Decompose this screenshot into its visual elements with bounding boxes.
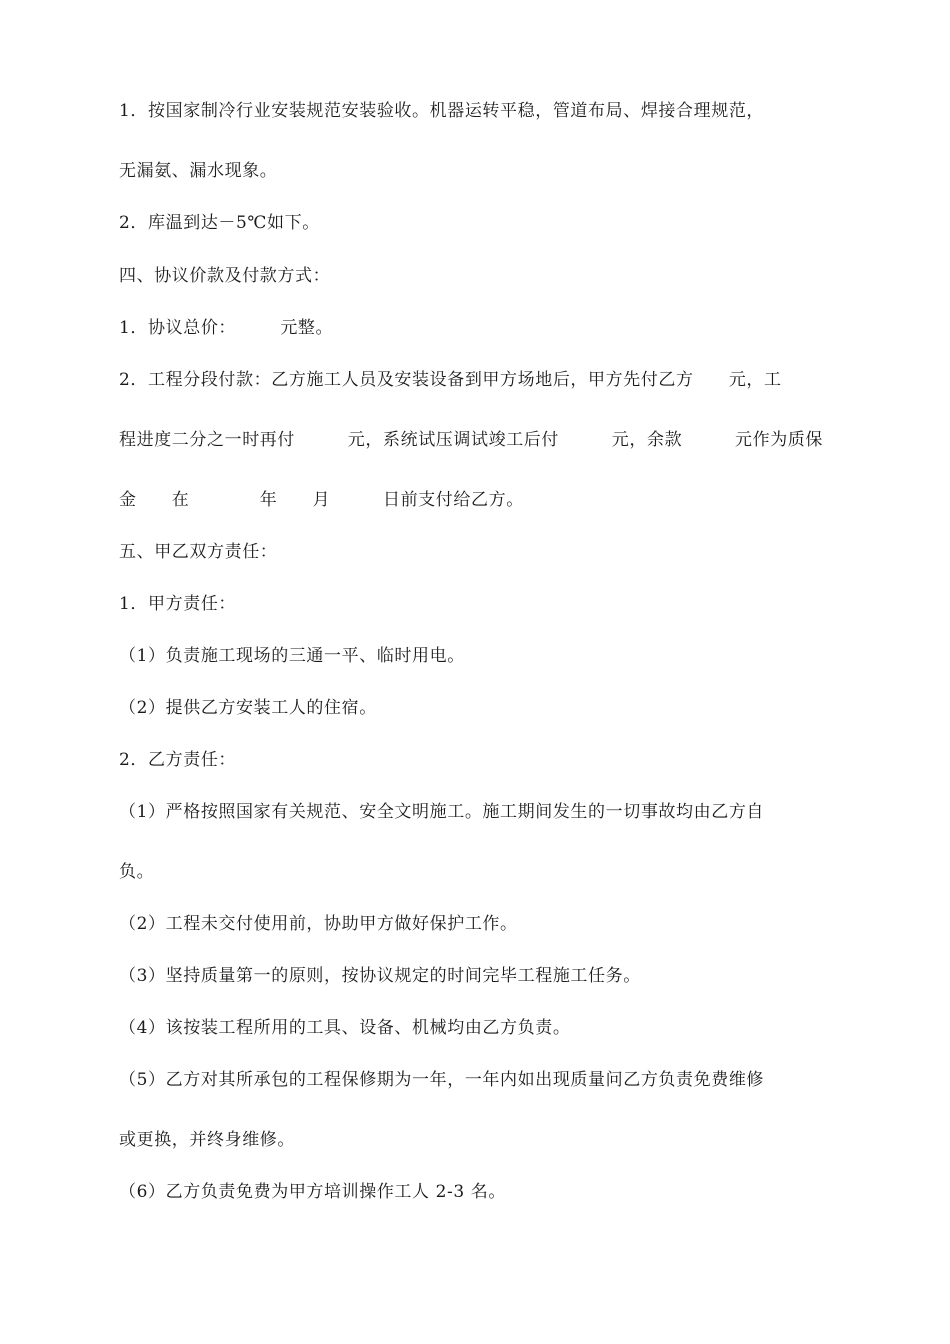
party-b-item-5: （5）乙方对其所承包的工程保修期为一年，一年内如出现质量问乙方负责免费维修 bbox=[119, 1070, 765, 1090]
clause-installment-payment-cont-1: 程进度二分之一时再付 元，系统试压调试竣工后付 元，余款 元作为质保 bbox=[119, 430, 823, 450]
clause-installment-payment: 2．工程分段付款：乙方施工人员及安装设备到甲方场地后，甲方先付乙方 元，工 bbox=[119, 370, 782, 390]
party-a-item-1: （1）负责施工现场的三通一平、临时用电。 bbox=[119, 646, 465, 666]
clause-acceptance-standard-cont: 无漏氨、漏水现象。 bbox=[119, 161, 278, 181]
party-a-item-2: （2）提供乙方安装工人的住宿。 bbox=[119, 698, 377, 718]
party-b-item-1: （1）严格按照国家有关规范、安全文明施工。施工期间发生的一切事故均由乙方自 bbox=[119, 802, 765, 822]
section-heading-responsibilities: 五、甲乙双方责任： bbox=[119, 542, 278, 562]
subheading-party-b-responsibilities: 2．乙方责任： bbox=[119, 750, 237, 770]
subheading-party-a-responsibilities: 1．甲方责任： bbox=[119, 594, 237, 614]
party-b-item-3: （3）坚持质量第一的原则，按协议规定的时间完毕工程施工任务。 bbox=[119, 966, 641, 986]
party-b-item-6: （6）乙方负责免费为甲方培训操作工人 2-3 名。 bbox=[119, 1182, 506, 1202]
party-b-item-4: （4）该按装工程所用的工具、设备、机械均由乙方负责。 bbox=[119, 1018, 571, 1038]
clause-installment-payment-cont-2: 金 在 年 月 日前支付给乙方。 bbox=[119, 490, 524, 510]
clause-acceptance-standard: 1．按国家制冷行业安装规范安装验收。机器运转平稳，管道布局、焊接合理规范， bbox=[119, 101, 765, 121]
party-b-item-2: （2）工程未交付使用前，协助甲方做好保护工作。 bbox=[119, 914, 518, 934]
clause-storage-temperature: 2．库温到达－5℃如下。 bbox=[119, 213, 320, 233]
clause-total-price: 1．协议总价： 元整。 bbox=[119, 318, 334, 338]
party-b-item-1-cont: 负。 bbox=[119, 862, 155, 882]
party-b-item-5-cont: 或更换，并终身维修。 bbox=[119, 1130, 295, 1150]
section-heading-price-payment: 四、协议价款及付款方式： bbox=[119, 266, 331, 286]
